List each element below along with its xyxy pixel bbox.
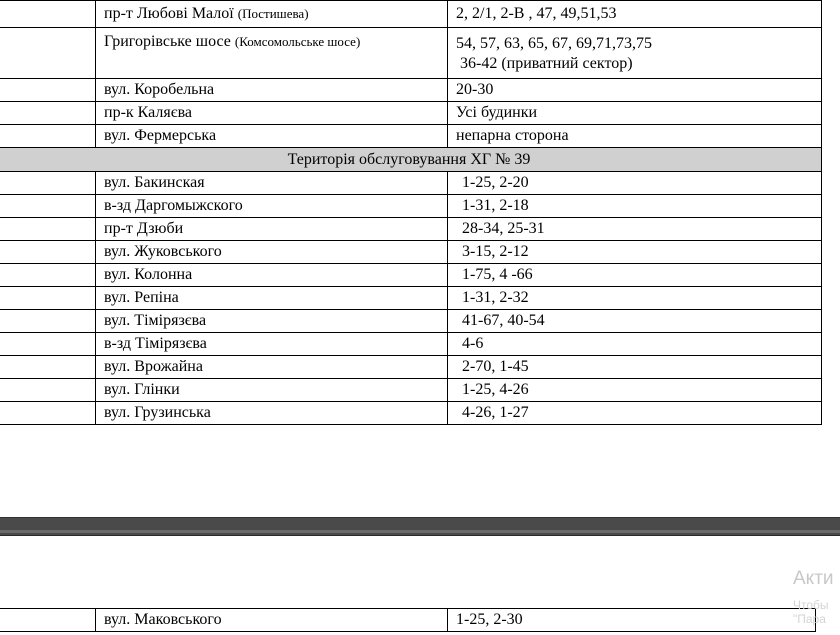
street-old-name: (Постишева) [237,6,309,21]
table-row [0,333,822,356]
section-header-row [0,148,822,172]
row-index-cell [0,195,96,218]
street-cell: вул. Коробельна [96,79,448,102]
houses-cell [448,28,822,79]
street-cell: вул. Глінки [96,379,448,402]
table-row [0,241,822,264]
street-cell: пр-к Каляєва [96,102,448,125]
houses-cell: 1-25, 2-20 [448,172,822,195]
row-index-cell [0,356,96,379]
table-row [0,264,822,287]
row-index-cell [0,379,96,402]
street-cell: в-зд Тімірязєва [96,333,448,356]
table-row [0,195,822,218]
row-index-cell [0,218,96,241]
table-row [0,102,822,125]
table-row [0,609,816,632]
row-index-cell [0,310,96,333]
row-index-cell [0,102,96,125]
row-index-cell [0,79,96,102]
table-row [0,402,822,425]
row-index-cell [0,402,96,425]
houses-cell: Усі будинки [448,102,822,125]
table-row [0,310,822,333]
row-index-cell [0,1,96,28]
street-cell [96,1,448,28]
street-old-name: (Комсомольське шосе) [234,34,361,49]
row-index-cell [0,172,96,195]
houses-cell: 20-30 [448,79,822,102]
houses-cell: 4-26, 1-27 [448,402,822,425]
street-cell: вул. Врожайна [96,356,448,379]
houses-cell: 4-6 [448,333,822,356]
table-row [0,172,822,195]
address-table-continued [0,608,816,632]
houses-line: 54, 57, 63, 65, 67, 69,71,73,75 [456,35,652,52]
watermark-line: "Пара [793,612,826,626]
houses-cell: 2, 2/1, 2-В , 47, 49,51,53 [448,1,822,28]
street-cell: вул. Жуковського [96,241,448,264]
table-row [0,287,822,310]
houses-cell: 1-31, 2-18 [448,195,822,218]
row-index-cell [0,609,96,632]
street-cell: вул. Репіна [96,287,448,310]
street-name: пр-т Любові Малої [104,5,234,22]
street-cell: вул. Фермерська [96,125,448,148]
table-row [0,1,822,28]
activation-watermark-text [793,598,829,626]
street-cell: вул. Грузинська [96,402,448,425]
street-cell: пр-т Дзюби [96,218,448,241]
houses-cell: 28-34, 25-31 [448,218,822,241]
table-row [0,218,822,241]
houses-cell: непарна сторона [448,125,822,148]
houses-cell: 1-75, 4 -66 [448,264,822,287]
houses-line: 36-42 (приватний сектор) [460,55,633,72]
row-index-cell [0,287,96,310]
table-row [0,125,822,148]
table-row [0,356,822,379]
houses-cell: 1-25, 4-26 [448,379,822,402]
street-cell: вул. Колонна [96,264,448,287]
row-index-cell [0,333,96,356]
section-header: Територія обслуговування ХГ № 39 [0,148,822,172]
row-index-cell [0,241,96,264]
houses-cell: 1-31, 2-32 [448,287,822,310]
houses-cell: 3-15, 2-12 [448,241,822,264]
street-cell: вул. Бакинская [96,172,448,195]
activation-watermark-title: Акти [793,568,834,589]
street-name: Григорівське шосе [104,33,231,50]
street-cell: вул. Тімірязєва [96,310,448,333]
houses-cell: 1-25, 2-30 [448,609,816,632]
street-cell [96,28,448,79]
table-row [0,28,822,79]
houses-cell: 41-67, 40-54 [448,310,822,333]
row-index-cell [0,28,96,79]
table-row [0,379,822,402]
watermark-line: Чтобы [793,598,829,612]
street-cell: вул. Маковського [96,609,448,632]
row-index-cell [0,264,96,287]
table-row [0,79,822,102]
page-separator [0,517,840,536]
houses-cell: 2-70, 1-45 [448,356,822,379]
page-margin [822,0,840,520]
row-index-cell [0,125,96,148]
street-cell: в-зд Даргомыжского [96,195,448,218]
